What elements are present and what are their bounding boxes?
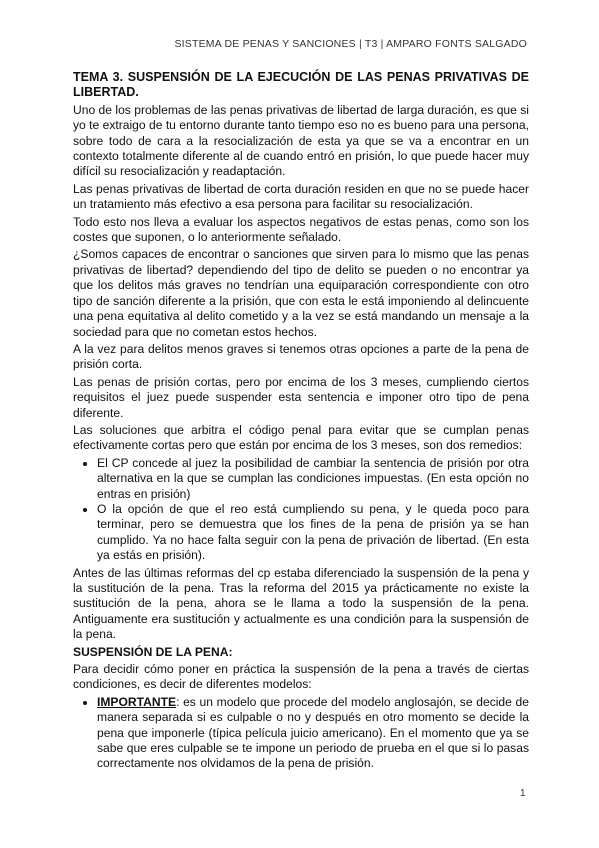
paragraph: Las penas privativas de libertad de corta duración residen en que no se puede hacer un tratamiento más efectivo a esa persona para facilitar su resocialización.	[73, 181, 529, 212]
paragraph: Las penas de prisión cortas, pero por encima de los 3 meses, cumpliendo ciertos requisitos el juez puede suspender esta sentencia e imponer otro tipo de pena diferente.	[73, 374, 529, 420]
paragraph: Para decidir cómo poner en práctica la suspensión de la pena a través de ciertas condiciones, es decir de diferentes modelos:	[73, 662, 529, 692]
page-number: 1	[520, 788, 526, 799]
paragraph: A la vez para delitos menos graves si tenemos otras opciones a parte de la pena de prisión corta.	[73, 341, 529, 372]
paragraph: ¿Somos capaces de encontrar o sanciones que sirven para lo mismo que las penas privativas de libertad? dependiendo del tipo de delito se pueden o no encontrar ya que los delitos más graves no tendrían una equiparación correspondiente con otro tipo de sanción diferente a la prisión, que con esta le está imponiendo al delincuente una pena equitativa al delito cometido y a la vez se está mandando un mensaje a la sociedad para que no cometan estos hechos.	[73, 247, 529, 339]
list-item: • O la opción de que el reo está cumpliendo su pena, y le queda poco para terminar, pero se demuestra que los fines de la pena de prisión ya se han cumplido. Ya no hace falta seguir con la pena de privación de libertad. (En esta ya estás en prisión).	[97, 502, 529, 564]
emphasis-label: IMPORTANTE	[97, 694, 177, 709]
paragraph: Antes de las últimas reformas del cp estaba diferenciado la suspensión de la pena y la sustitución de la pena. Tras la reforma del 2015 ya prácticamente no existe la sustitución de la pena, ahora se le llama a todo la suspensión de la pena. Antiguamente era sustitución y actualmente es una condición para la suspensión de la pena.	[73, 565, 529, 642]
list-item	[97, 695, 529, 772]
running-header: SISTEMA DE PENAS Y SANCIONES | T3 | AMPARO FONTS SALGADO	[174, 38, 527, 50]
section-heading: SUSPENSIÓN DE LA PENA:	[73, 644, 233, 659]
list-item: • El CP concede al juez la posibilidad de cambiar la sentencia de prisión por otra alternativa en la que se cumplan las condiciones impuestas. (En esta opción no entras en prisión)	[97, 456, 529, 502]
list-item-text: : es un modelo que procede del modelo anglosajón, se decide de manera separada si es culpable o no y después en otro momento se decide la pena que imponerle (típica película juicio americano). En el momento que ya se sabe que eres culpable se te impone un periodo de prueba en el que si lo pasas correctamente nos olvidamos de la pena de prisión.	[97, 694, 529, 771]
paragraph: Las soluciones que arbitra el código penal para evitar que se cumplan penas efectivamente cortas pero que están por encima de los 3 meses, son dos remedios:	[73, 422, 529, 453]
paragraph: Uno de los problemas de las penas privativas de libertad de larga duración, es que si yo te extraigo de tu entorno durante tanto tiempo eso no es bueno para una persona, sobre todo de cara a la resocialización de esta ya que se va a encontrar en un contexto totalmente diferente al de cuando entró en prisión, lo que puede hacer muy difícil su resocialización y readaptación.	[73, 102, 529, 179]
bullet-list	[73, 695, 529, 772]
document-body	[73, 70, 529, 774]
page-title: TEMA 3. SUSPENSIÓN DE LA EJECUCIÓN DE LAS PENAS PRIVATIVAS DE LIBERTAD.	[73, 70, 529, 100]
paragraph: Todo esto nos lleva a evaluar los aspectos negativos de estas penas, como son los costes que suponen, o lo anteriormente señalado.	[73, 214, 529, 245]
bullet-list	[73, 456, 529, 564]
